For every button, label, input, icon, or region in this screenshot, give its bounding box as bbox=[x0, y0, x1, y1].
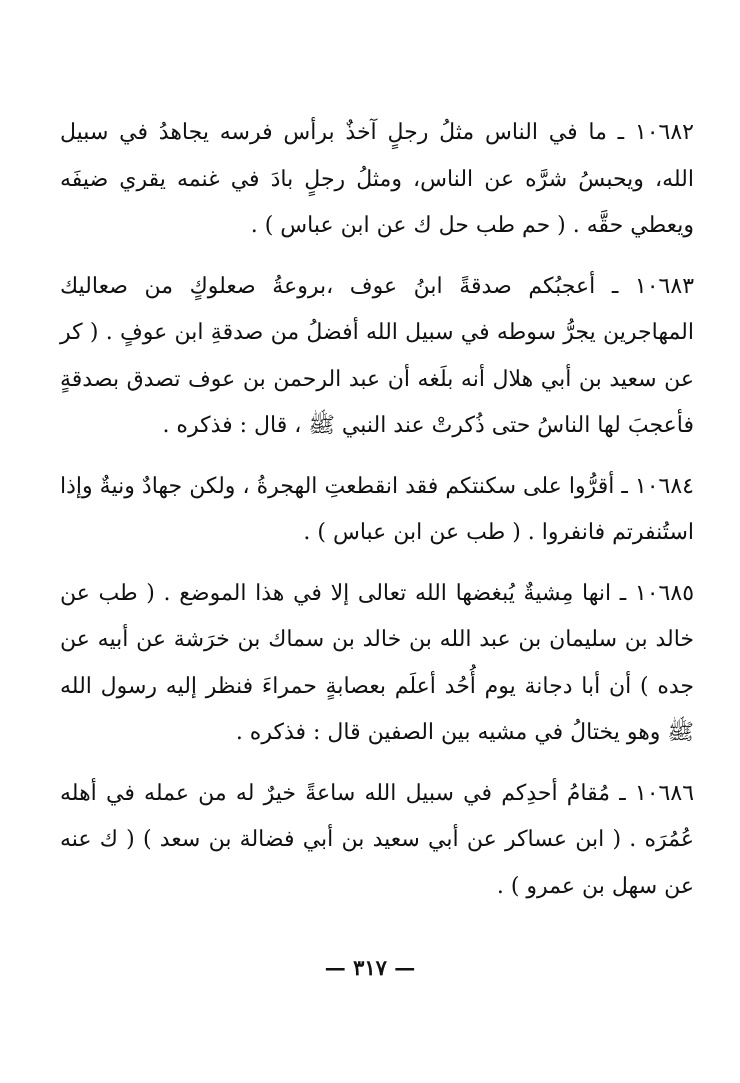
hadith-paragraph bbox=[60, 264, 694, 450]
hadith-paragraph bbox=[60, 464, 694, 557]
hadith-number: ١٠٦٨٢ bbox=[634, 120, 694, 145]
dash-separator: ـ bbox=[617, 120, 625, 145]
hadith-text: مُقامُ أحدِكم في سبيل الله ساعةً خيرٌ له من عمله في أهله عُمُرَه . ( ابن عساكر عن أبي سعيد بن أبي فضالة بن سعد ) ( ك عنه عن سهل بن عمرو ) . bbox=[60, 780, 694, 899]
dash-separator: ـ bbox=[611, 273, 619, 299]
hadith-number: ١٠٦٨٦ bbox=[634, 780, 695, 806]
hadith-number: ١٠٦٨٣ bbox=[634, 273, 695, 299]
hadith-paragraph bbox=[60, 771, 694, 911]
page-number: — ٣١٧ — bbox=[324, 955, 416, 980]
hadith-entry bbox=[60, 464, 694, 557]
hadith-number: ١٠٦٨٤ bbox=[634, 473, 694, 499]
dash-separator: ـ bbox=[619, 580, 627, 606]
hadith-paragraph bbox=[60, 110, 694, 250]
hadith-text: أقرُّوا على سكنتكم فقد انقطعتِ الهجرةُ ، ولكن جهادٌ ونيةٌ وإذا استُنفرتم فانفروا . ( طب عن ابن عباس ) . bbox=[60, 473, 694, 545]
dash-separator: ـ bbox=[621, 473, 628, 499]
hadith-entry bbox=[60, 571, 694, 757]
hadith-paragraph bbox=[60, 571, 694, 757]
hadith-text: انها مِشيةٌ يُبغضها الله تعالى إلا في هذا الموضع . ( طب عن خالد بن سليمان بن عبد الله بن خالد بن سماك بن خرَشة عن أبيه عن جده ) أن أبا دجانة يوم أُحُد أعلَم بعصابةٍ حمراءَ فنظر إليه رسول الله ﷺ وهو يختالُ في مشيه بين الصفين قال : فذكره . bbox=[60, 580, 694, 745]
hadith-entry bbox=[60, 264, 694, 450]
dash-separator: ـ bbox=[619, 780, 626, 806]
hadith-text: ما في الناس مثلُ رجلٍ آخذٌ برأس فرسه يجاهدُ في سبيل الله، ويحبسُ شرَّه عن الناس، ومثلُ رجلٍ بادَ في غنمه يقري ضيفَه ويعطي حقَّه . ( حم طب حل ك عن ابن عباس ) . bbox=[60, 120, 694, 238]
hadith-entry bbox=[60, 110, 694, 250]
hadith-number: ١٠٦٨٥ bbox=[634, 580, 695, 606]
hadith-text: أعجبُكم صدقةً ابنُ عوف ،بروعةُ صعلوكٍ من صعاليك المهاجرين يجرُّ سوطه في سبيل الله أفضلُ من صدقةِ ابن عوفٍ . ( كر عن سعيد بن أبي هلال أنه بلَغه أن عبد الرحمن بن عوف تصدق بصدقةٍ فأعجبَ لها الناسُ حتى ذُكرتْ عند النبي ﷺ ، قال : فذكره . bbox=[60, 273, 694, 438]
hadith-entry bbox=[60, 771, 694, 911]
